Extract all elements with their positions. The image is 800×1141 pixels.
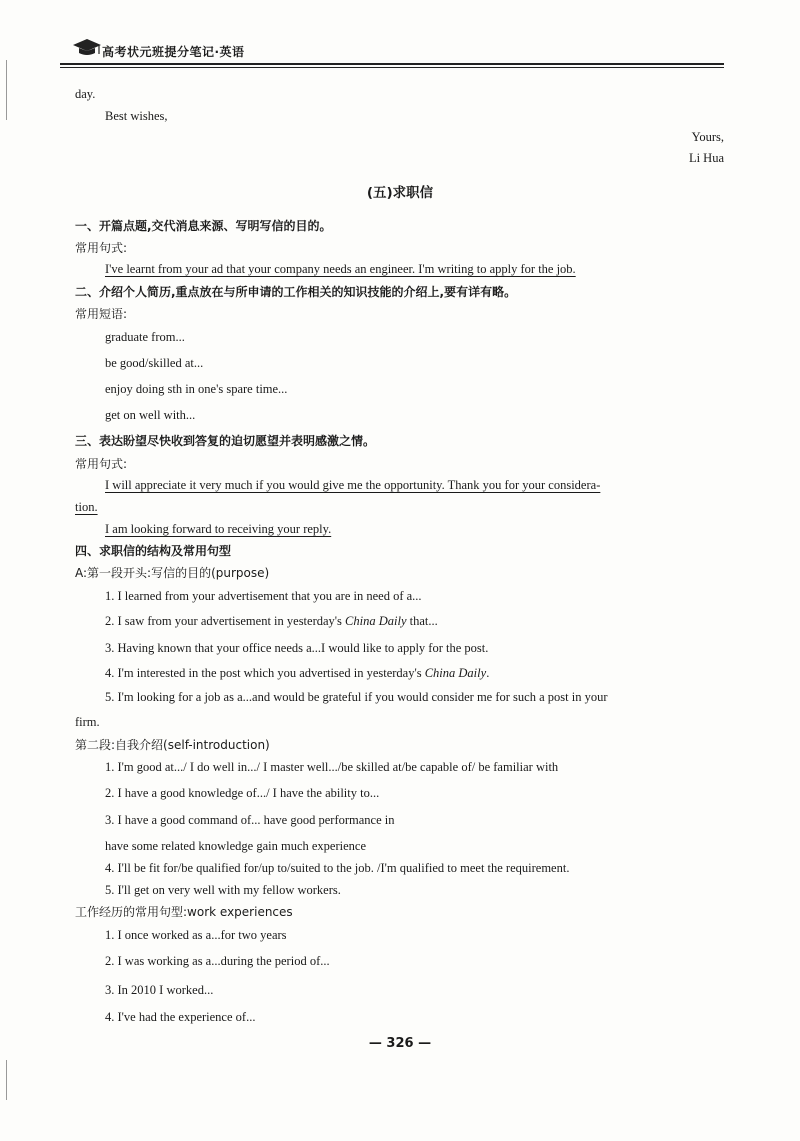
part3-sentence-1-cont: tion. <box>75 500 98 514</box>
closing-yours: Yours, <box>691 130 724 144</box>
part1-heading: 一、开篇点题,交代消息来源、写明写信的目的。 <box>75 219 332 233</box>
scan-edge-mark <box>6 1060 7 1100</box>
part2-phrase: graduate from... <box>105 330 185 344</box>
part1-sentence: I've learnt from your ad that your company needs an engineer. I'm writing to apply for the job. <box>105 262 576 276</box>
part4-sub-a: A:第一段开头:写信的目的(purpose) <box>75 566 270 580</box>
a-item: 1. I learned from your advertisement that you are in need of a... <box>105 589 422 603</box>
section-title: (五)求职信 <box>366 185 434 201</box>
part3-sentence-2: I am looking forward to receiving your reply. <box>105 522 332 536</box>
a-item: 2. I saw from your advertisement in yesterday's China Daily that... <box>105 614 438 628</box>
part2-label: 常用短语: <box>75 307 128 321</box>
header-rule <box>60 63 724 65</box>
a-item: 5. I'm looking for a job as a...and would be grateful if you would consider me for such a post in your <box>105 690 608 704</box>
header-title: 高考状元班提分笔记·英语 <box>102 45 245 59</box>
a-item: 4. I'm interested in the post which you advertised in yesterday's China Daily. <box>105 666 490 680</box>
graduation-cap-icon <box>72 38 102 58</box>
c-item: 4. I've had the experience of... <box>105 1010 256 1024</box>
part4-sub-c: 工作经历的常用句型:work experiences <box>75 905 293 919</box>
a-item: 3. Having known that your office needs a...I would like to apply for the post. <box>105 641 489 655</box>
b-item: have some related knowledge gain much experience <box>105 839 366 853</box>
scan-edge-mark <box>6 60 7 120</box>
b-item: 2. I have a good knowledge of.../ I have the ability to... <box>105 786 380 800</box>
part2-phrase: be good/skilled at... <box>105 356 204 370</box>
part3-heading: 三、表达盼望尽快收到答复的迫切愿望并表明感激之情。 <box>75 434 376 448</box>
c-item: 2. I was working as a...during the period of... <box>105 954 330 968</box>
part4-sub-b: 第二段:自我介绍(self-introduction) <box>75 738 270 752</box>
page-number: — 326 — <box>368 1036 432 1051</box>
b-item: 5. I'll get on very well with my fellow workers. <box>105 883 341 897</box>
paper-name: China Daily <box>345 614 407 628</box>
part4-heading: 四、求职信的结构及常用句型 <box>75 544 232 558</box>
part3-label: 常用句式: <box>75 457 128 471</box>
c-item: 3. In 2010 I worked... <box>105 983 214 997</box>
paper-name: China Daily <box>424 666 487 680</box>
part2-phrase: get on well with... <box>105 408 196 422</box>
part2-heading: 二、介绍个人简历,重点放在与所申请的工作相关的知识技能的介绍上,要有详有略。 <box>75 285 517 299</box>
b-item: 3. I have a good command of... have good performance in <box>105 813 395 827</box>
b-item: 4. I'll be fit for/be qualified for/up to/suited to the job. /I'm qualified to meet the requirement. <box>105 861 570 875</box>
page-header <box>60 34 724 66</box>
closing-signature: Li Hua <box>688 151 724 165</box>
closing-day: day. <box>75 87 96 101</box>
c-item: 1. I once worked as a...for two years <box>105 928 287 942</box>
part1-label: 常用句式: <box>75 241 128 255</box>
a-item-cont: firm. <box>75 715 100 729</box>
part3-sentence-1: I will appreciate it very much if you would give me the opportunity. Thank you for your considera- <box>105 478 601 492</box>
b-item: 1. I'm good at.../ I do well in.../ I master well.../be skilled at/be capable of/ be familiar with <box>105 760 559 774</box>
header-rule-thin <box>60 67 724 68</box>
closing-best-wishes: Best wishes, <box>105 109 168 123</box>
part2-phrase: enjoy doing sth in one's spare time... <box>105 382 288 396</box>
